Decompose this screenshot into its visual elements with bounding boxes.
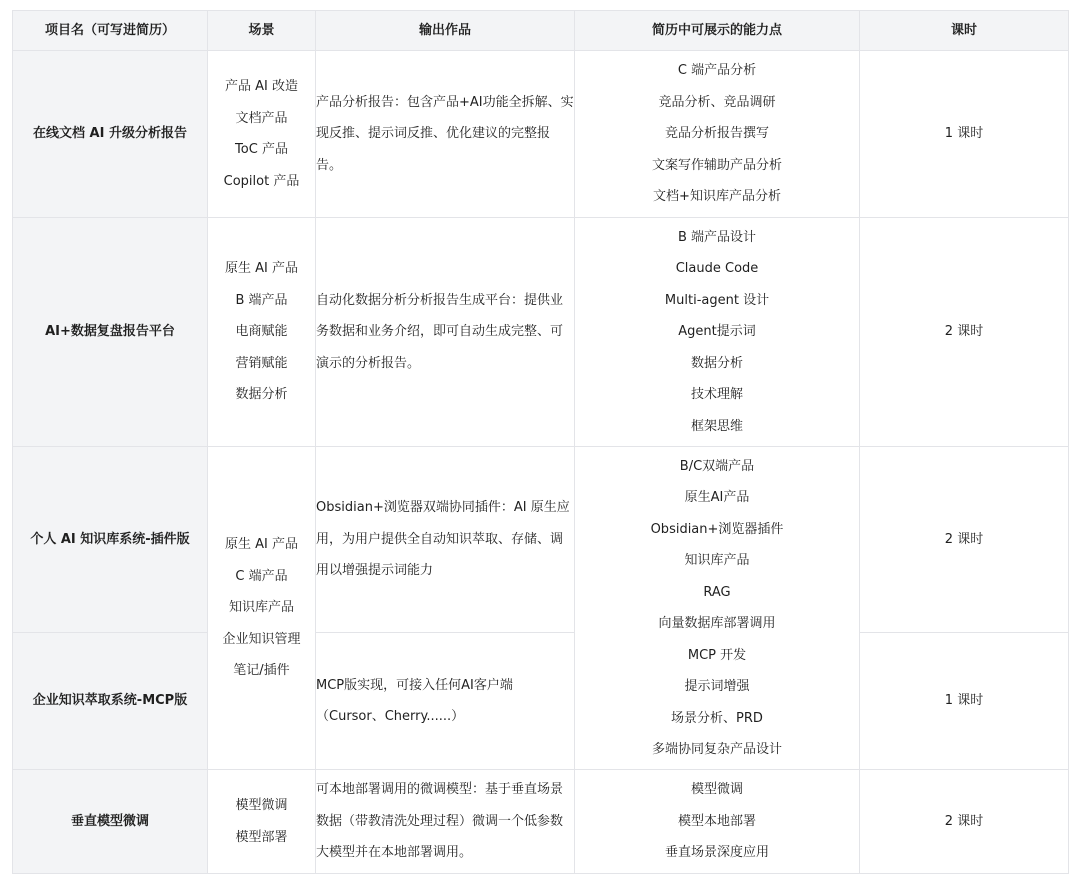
skill-item: 技术理解: [690, 387, 743, 403]
header-output: 输出作品: [316, 11, 575, 51]
scene-item: ToC 产品: [235, 142, 288, 157]
scene-cell: [208, 447, 316, 770]
skill-item: MCP 开发: [687, 647, 747, 663]
skills-cell: [575, 770, 860, 874]
skill-item: 文案写作辅助产品分析: [651, 157, 782, 173]
project-name: 企业知识萃取系统-MCP版: [13, 633, 208, 770]
skills-cell: [575, 447, 860, 770]
skill-item: 知识库产品: [684, 553, 750, 568]
course-hours: 2 课时: [860, 770, 1069, 874]
skill-item: 场景分析、PRD: [671, 710, 763, 726]
scene-item: B 端产品: [235, 292, 288, 308]
scene-item: 文档产品: [235, 110, 288, 126]
scene-item: 数据分析: [235, 387, 288, 403]
skill-item: 模型微调: [690, 782, 743, 798]
header-hours: 课时: [860, 11, 1069, 51]
header-row: [13, 11, 1069, 51]
scene-item: 笔记/插件: [233, 663, 290, 679]
scene-cell: [208, 51, 316, 218]
table-row: [13, 633, 1069, 770]
scene-item: 电商赋能: [235, 324, 288, 340]
skill-item: C 端产品分析: [677, 63, 757, 79]
skill-item: 向量数据库部署调用: [658, 616, 776, 631]
skill-item: 文档+知识库产品分析: [653, 189, 781, 205]
skill-item: B/C双端产品: [679, 458, 755, 474]
course-hours: 2 课时: [860, 218, 1069, 447]
course-hours: 1 课时: [860, 633, 1069, 770]
table-row: [13, 447, 1069, 633]
scene-item: Copilot 产品: [223, 173, 300, 189]
skill-item: RAG: [703, 584, 731, 600]
scene-item: 原生 AI 产品: [225, 537, 298, 553]
skill-item: 框架思维: [690, 418, 743, 434]
project-name: 垂直模型微调: [13, 770, 208, 874]
scene-item: 企业知识管理: [222, 631, 301, 647]
skills-cell: [575, 51, 860, 218]
skills-cell: [575, 218, 860, 447]
scene-item: 营销赋能: [235, 355, 288, 371]
skill-item: Agent提示词: [678, 324, 756, 340]
skill-item: Claude Code: [675, 261, 759, 277]
table-row: [13, 770, 1069, 874]
skill-item: 多端协同复杂产品设计: [651, 742, 782, 757]
scene-item: 模型部署: [235, 829, 288, 845]
output-description: 可本地部署调用的微调模型：基于垂直场景数据（带教清洗处理过程）微调一个低参数大模型并在本地部署调用。: [316, 770, 575, 874]
scene-item: 产品 AI 改造: [225, 79, 298, 94]
project-name: 在线文档 AI 升级分析报告: [13, 51, 208, 218]
course-hours: 1 课时: [860, 51, 1069, 218]
scene-item: 原生 AI 产品: [225, 261, 298, 277]
output-description: Obsidian+浏览器双端协同插件：AI 原生应用，为用户提供全自动知识萃取、存储、调用以增强提示词能力: [316, 447, 575, 633]
scene-item: 知识库产品: [228, 600, 294, 616]
skill-item: 竞品分析报告撰写: [664, 126, 769, 142]
header-project-name: 项目名（可写进简历）: [13, 11, 208, 51]
table-row: [13, 51, 1069, 218]
skill-item: 模型本地部署: [677, 813, 756, 829]
skill-item: B 端产品设计: [677, 229, 757, 245]
skill-item: 原生AI产品: [684, 490, 750, 505]
header-skills: 简历中可展示的能力点: [575, 11, 860, 51]
skill-item: 垂直场景深度应用: [664, 845, 769, 861]
skill-item: Obsidian+浏览器插件: [650, 521, 784, 537]
project-name: 个人 AI 知识库系统-插件版: [13, 447, 208, 633]
skill-item: 数据分析: [690, 355, 743, 371]
output-description: 产品分析报告：包含产品+AI功能全拆解、实现反推、提示词反推、优化建议的完整报告。: [316, 51, 575, 218]
scene-cell: [208, 770, 316, 874]
course-hours: 2 课时: [860, 447, 1069, 633]
scene-item: C 端产品: [235, 568, 288, 584]
skill-item: 提示词增强: [684, 679, 750, 694]
skill-item: 竞品分析、竞品调研: [658, 94, 776, 110]
table-row: [13, 218, 1069, 447]
scene-cell: [208, 218, 316, 447]
output-description: MCP版实现，可接入任何AI客户端（Cursor、Cherry......）: [316, 633, 575, 770]
header-scene: 场景: [208, 11, 316, 51]
project-name: AI+数据复盘报告平台: [13, 218, 208, 447]
course-table: [12, 10, 1069, 874]
output-description: 自动化数据分析分析报告生成平台：提供业务数据和业务介绍，即可自动生成完整、可演示的分析报告。: [316, 218, 575, 447]
scene-item: 模型微调: [235, 798, 288, 813]
skill-item: Multi-agent 设计: [664, 292, 770, 308]
